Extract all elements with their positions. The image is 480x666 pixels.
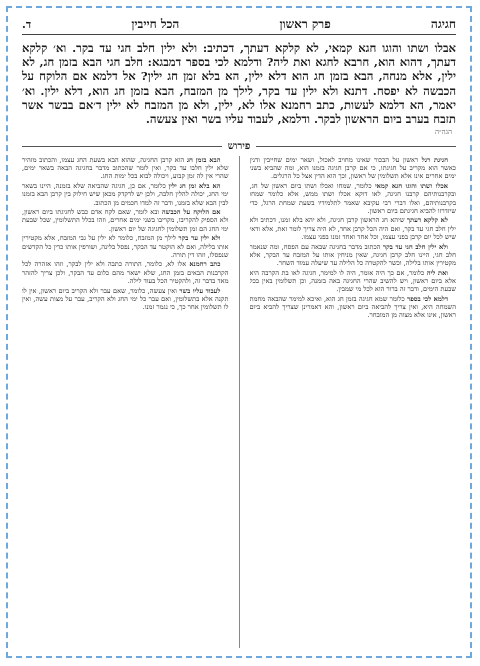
header-divider [22, 34, 456, 35]
commentary-body: הכתוב מדבר בחגיגה שבאה עם הפסח, ומה שנאמר חלב חגי, היינו חלב קרבן חגיגה, שאין מניחין אותו על המזבח עד הבקר, אלא מקטירין אותו בלילה, וכשר להקטרה כל הלילה עד שיעלה עמוד השחר. [249, 242, 456, 267]
commentary-paragraph [22, 156, 229, 181]
commentary-body: כלומר שמא חגיגה בזמן חג הוא, ואיכא למימר שהבאה מחמת השמחה היא, ואין צריך להביאה ביום ראשון, והא דאמרינן שצריך להביא ביום ראשון, אינו אלא מצוה מן המובחר. [249, 294, 456, 320]
commentary-body: שיהא חג הראשון קרבן חגיגה, ולא יהא בלא זמנו, דכתיב ולא ילין חלב חגי עד בקר, ואם היה הכל קרבן אחד, לא היה צריך לומר זאת, אלא ודאי שיש לכל יום קרבן בפני עצמו, וכל אחד ואחד זמנו בפני עצמו. [249, 216, 456, 241]
gemara-text: אבלו ושתו והוגו חגא קמאי, לא קלקא דעתך, דכתיב: ולא ילין חלב חגי עד בקר. וא׳ קלקא דעתך, דהוא הוא, חרבא לחגא ואת ליה? ודלמא לכי בספר דמבגא: חלב חגי הבא בזמן חג, לא ילין, אלא מנחה, הבא בזמן חג הוא דלא ילין, הא בלא זמן חג ילין? אל דלמא אם הלוקח על הכבשה לא יפסח. דתנא ולא ילין עד בקר, לילך מן המזבח, הבא בזמן חג הוא, דלא ילין. וא׳ יאמר, הא דלמא לעשות, כתב רחמנא אלו לא, ילין, ולא מן המזבח לא ילין ד׳אם בבשר אשר תזבח בערב ביום הראשון לבקר. ודלמא, לעבוד עליו בשר ואין צעשה. [22, 41, 456, 127]
header-center-title: פרק ראשון [279, 16, 331, 31]
commentary-body: כלומר, אם כך היה אומר, היה לו למימר, חגיגה לאו בת הקרבה היא אלא ביום ראשון, ויש להשיב שהרי החגיגה באה בזמנה, וכן תשלומין באין בכל שבעת הימים, ודבר זה ברור הוא לכל מי שמבין. [249, 268, 456, 294]
commentary-lead-phrase: לא קלקא דעתך [406, 216, 448, 225]
commentary-paragraph [250, 182, 457, 215]
commentary-lead-phrase: הבא בזמן חג [186, 156, 221, 164]
commentary-lead-phrase: דלמא לכי בספר [406, 294, 449, 303]
commentary-title: פירוש [227, 140, 251, 152]
header-right-title: חגיגה [430, 16, 456, 31]
commentary-body: ואין צעשה, כלומר, שאם עבר ולא הקריב ביום ראשון, אין לו תקנה אלא בתשלומין, ואם עבר כל ימי החג ולא הקריב, עבר על מצות עשה, ואין לו תשלומין אחר כך, כי נגמר זמנו. [22, 286, 229, 311]
commentary-lead-phrase: ולא ילין חלב חגי עד בקר [382, 242, 448, 251]
commentary-lead-phrase: כתב רחמנא [189, 260, 221, 269]
commentary-columns [22, 156, 456, 648]
commentary-lead-phrase: אם הלוקח על הכבשה [161, 208, 221, 217]
page-number: ד. [22, 17, 32, 31]
commentary-paragraph [22, 182, 229, 207]
commentary-column-right [250, 156, 457, 648]
commentary-body: אלו לא, כלומר, התורה כתבה ולא ילין לבקר, וזהו אזהרה לכל הקרבנות הבאים בזמן החג, שלא ישאר מהם כלום עד הבקר, ולכן צריך להזהר מאד בדבר זה, ולהקטיר הכל בעוד לילה. [22, 260, 229, 285]
talmud-page [6, 6, 472, 658]
commentary-paragraph [22, 287, 229, 312]
commentary-body: ובא לומר, שאם לקח אדם כבש לחגיגתו ביום ראשון, ולא הספיק להקריבו, מקריבו בשני ימים אחרים, וזהו בכלל התשלומין, שכל שבעת ימי החג הם זמן תשלומין לחגיגה של יום ראשון. [22, 208, 229, 233]
gemara-footnote-mark: הגה״ה [434, 128, 452, 136]
commentary-paragraph [250, 243, 457, 268]
commentary-body: כלומר, שמחו ואכלו ושתו ביום ראשון של חג, ובקרבנותיהם קרבנו חגיגה, לאו דוקא אכלו ושתו ממש, אלא כלומר שמחו בקרבנותיהם, ואלו דברי רבי עקיבא שאמר לתלמידיו בשעת שמחת הרגל, כדי שיזדרזו להביא חגיגתם ביום ראשון. [249, 182, 456, 215]
commentary-body: הוא קרבן החגיגה, שהוא הבא בשעת החג עצמו, והכתוב מזהיר שלא ילין חלבו עד בקר, ואין לומר שהכתוב מדבר בחגיגה הבאה בשאר ימים, שהרי אין לה זמן קבוע, ויכולה לבוא בכל ימות החג. [22, 156, 229, 181]
commentary-lead-phrase: ואת ליה [426, 268, 448, 277]
commentary-lead-phrase: אכלו ושתו והוגו חגא קמאי [374, 182, 448, 191]
commentary-body: ראשון על הבכור שאינו מחויב לאכול, ושאר ימים שחייבין ודנין כאשר הוא מקריב על חגיגתו, כי אם קרבן חגיגה בזמנו הוא, ומה שהביא בשני ימים אחרים אינו אלא תשלומין של ראשון, וכך הוא הדין אצל כל הרגלים. [249, 156, 456, 181]
title-rule-left [22, 146, 222, 147]
commentary-paragraph [250, 269, 457, 294]
commentary-paragraph [250, 156, 457, 181]
commentary-paragraph [22, 208, 229, 233]
commentary-paragraph [250, 295, 457, 320]
commentary-body: לילך מן המזבח, כלומר לא ילין על גבי המזבח, אלא מקטירין אותו בלילה, ואם לא הוקטר עד הבקר, נפסל בלינה, ושורפין אותו כדין כל הקדשים שנפסלו, וזהו דין תורה. [22, 234, 229, 259]
commentary-lead-phrase: לעבוד עליו בשר [179, 286, 221, 295]
commentary-title-row [22, 140, 456, 152]
commentary-body: כלומר, אם כן, חגיגה שהביאה שלא בזמנה, היינו בשאר ימי החג, יכולה להלין חלבה, ולכן יש לדקדק מכאן שיש חילוק בין קרבן הבא בזמנו לבין הבא שלא בזמנו, ודבר זה למדו חכמים מן הכתוב. [22, 182, 229, 207]
commentary-column-left [22, 156, 229, 648]
commentary-lead-phrase: חגיגת רגל [421, 156, 448, 164]
commentary-paragraph [250, 216, 457, 241]
title-rule-right [256, 146, 456, 147]
commentary-paragraph [22, 234, 229, 259]
column-divider [239, 156, 240, 648]
commentary-paragraph [22, 260, 229, 285]
commentary-lead-phrase: הא בלא זמן חג ילין [168, 182, 221, 191]
page-header [22, 14, 456, 34]
header-left-title: הכל חייבין [131, 16, 180, 31]
commentary-lead-phrase: ולא ילין עד בקר [178, 234, 221, 243]
